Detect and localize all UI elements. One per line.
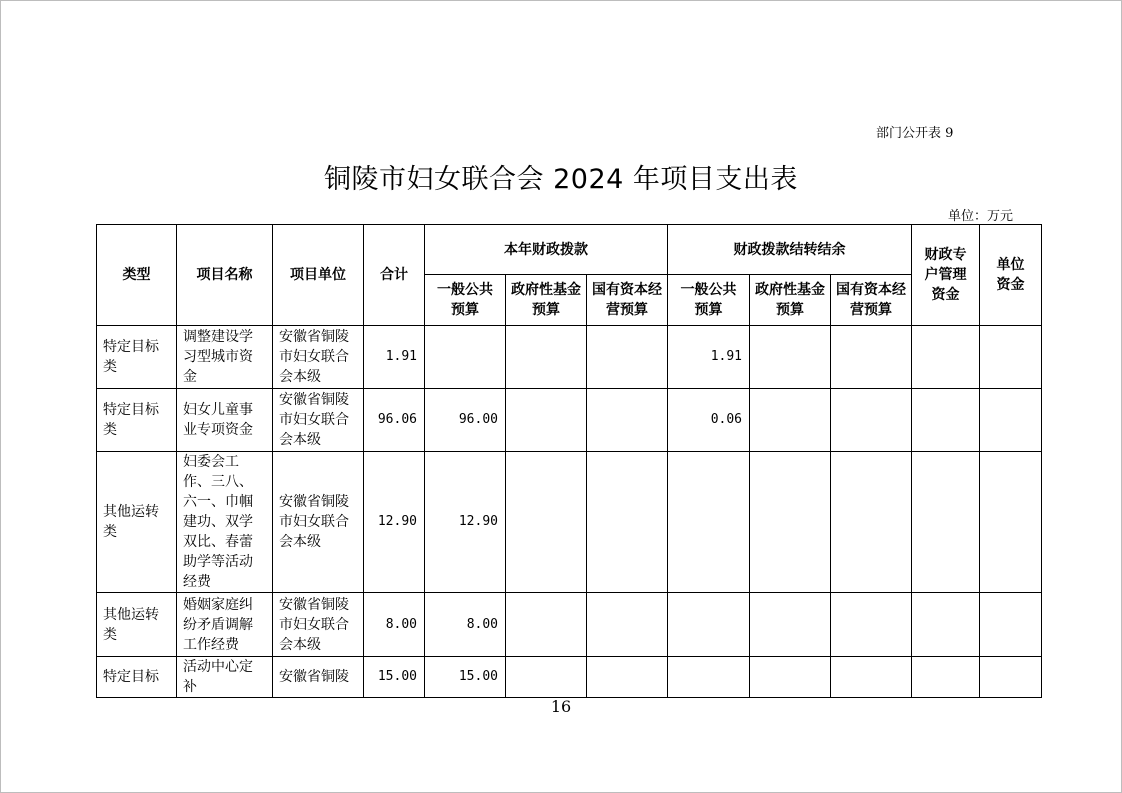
- cell-total: 96.06: [364, 389, 425, 452]
- header-co-gov: 政府性基金预算: [750, 275, 831, 326]
- header-special-fund: 财政专户管理资金: [912, 225, 980, 326]
- cell-cy-state: [587, 452, 668, 593]
- cell-co-gov: [750, 452, 831, 593]
- header-co-state: 国有资本经营预算: [831, 275, 912, 326]
- table-code: 部门公开表 9: [876, 126, 954, 141]
- cell-special-fund: [912, 452, 980, 593]
- cell-co-state: [831, 389, 912, 452]
- cell-co-gov: [750, 389, 831, 452]
- header-project-name: 项目名称: [177, 225, 273, 326]
- table-row: [97, 326, 1042, 389]
- cell-type: 特定目标类: [97, 389, 177, 452]
- cell-project-name: 妇女儿童事业专项资金: [177, 389, 273, 452]
- header-cy-general: 一般公共预算: [425, 275, 506, 326]
- cell-co-gov: [750, 657, 831, 698]
- cell-special-fund: [912, 389, 980, 452]
- cell-type: 其他运转类: [97, 593, 177, 657]
- cell-unit-fund: [980, 593, 1042, 657]
- cell-co-general: 1.91: [668, 326, 750, 389]
- cell-unit-fund: [980, 326, 1042, 389]
- cell-total: 1.91: [364, 326, 425, 389]
- cell-cy-general: 12.90: [425, 452, 506, 593]
- page-title: 铜陵市妇女联合会 2024 年项目支出表: [324, 164, 798, 195]
- table-row: [97, 657, 1042, 698]
- cell-cy-general: 15.00: [425, 657, 506, 698]
- cell-co-state: [831, 326, 912, 389]
- cell-co-gov: [750, 326, 831, 389]
- cell-cy-gov: [506, 452, 587, 593]
- cell-type: 特定目标: [97, 657, 177, 698]
- cell-co-gov: [750, 593, 831, 657]
- header-co-general: 一般公共预算: [668, 275, 750, 326]
- cell-type: 特定目标类: [97, 326, 177, 389]
- cell-cy-general: 96.00: [425, 389, 506, 452]
- unit-label: 单位：万元: [948, 209, 1014, 224]
- cell-cy-gov: [506, 389, 587, 452]
- header-row-1: [97, 225, 1042, 275]
- page-number: 16: [550, 697, 572, 716]
- project-expenditure-table: [96, 224, 1042, 698]
- cell-unit-fund: [980, 452, 1042, 593]
- cell-total: 8.00: [364, 593, 425, 657]
- cell-project-unit: 安徽省铜陵市妇女联合会本级: [273, 326, 364, 389]
- cell-cy-state: [587, 657, 668, 698]
- cell-project-unit: 安徽省铜陵: [273, 657, 364, 698]
- cell-cy-state: [587, 326, 668, 389]
- cell-special-fund: [912, 593, 980, 657]
- cell-project-unit: 安徽省铜陵市妇女联合会本级: [273, 593, 364, 657]
- cell-cy-state: [587, 389, 668, 452]
- header-cy-gov: 政府性基金预算: [506, 275, 587, 326]
- cell-project-name: 婚姻家庭纠纷矛盾调解工作经费: [177, 593, 273, 657]
- cell-project-name: 调整建设学习型城市资金: [177, 326, 273, 389]
- header-total: 合计: [364, 225, 425, 326]
- table-row: [97, 593, 1042, 657]
- cell-co-general: [668, 452, 750, 593]
- header-unit-fund: 单位资金: [980, 225, 1042, 326]
- cell-total: 12.90: [364, 452, 425, 593]
- cell-cy-gov: [506, 593, 587, 657]
- header-carryover: 财政拨款结转结余: [668, 225, 912, 275]
- cell-unit-fund: [980, 389, 1042, 452]
- table-row: [97, 389, 1042, 452]
- cell-project-unit: 安徽省铜陵市妇女联合会本级: [273, 389, 364, 452]
- cell-co-state: [831, 452, 912, 593]
- cell-project-name: 妇委会工作、三八、六一、巾帼建功、双学双比、春蕾助学等活动经费: [177, 452, 273, 593]
- header-cy-state: 国有资本经营预算: [587, 275, 668, 326]
- table-row: [97, 452, 1042, 593]
- cell-cy-state: [587, 593, 668, 657]
- cell-co-state: [831, 593, 912, 657]
- header-type: 类型: [97, 225, 177, 326]
- table-body: [97, 326, 1042, 698]
- cell-special-fund: [912, 657, 980, 698]
- cell-co-state: [831, 657, 912, 698]
- cell-type: 其他运转类: [97, 452, 177, 593]
- cell-unit-fund: [980, 657, 1042, 698]
- cell-project-unit: 安徽省铜陵市妇女联合会本级: [273, 452, 364, 593]
- header-current-year: 本年财政拨款: [425, 225, 668, 275]
- cell-co-general: [668, 657, 750, 698]
- cell-total: 15.00: [364, 657, 425, 698]
- cell-project-name: 活动中心定补: [177, 657, 273, 698]
- cell-cy-general: 8.00: [425, 593, 506, 657]
- cell-cy-gov: [506, 326, 587, 389]
- cell-cy-gov: [506, 657, 587, 698]
- cell-co-general: [668, 593, 750, 657]
- cell-co-general: 0.06: [668, 389, 750, 452]
- header-project-unit: 项目单位: [273, 225, 364, 326]
- cell-special-fund: [912, 326, 980, 389]
- cell-cy-general: [425, 326, 506, 389]
